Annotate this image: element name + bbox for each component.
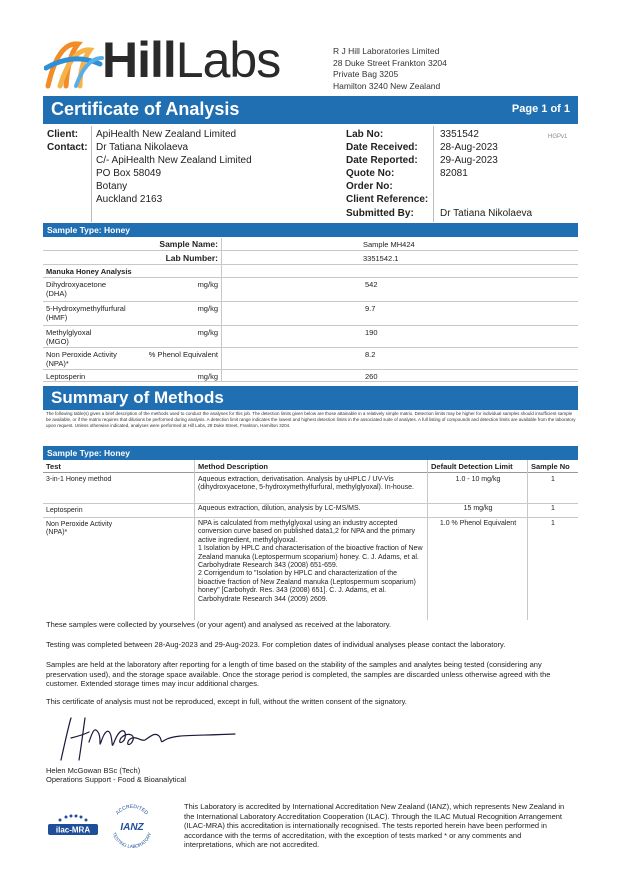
method-detection-limit: 1.0 % Phenol Equivalent: [439, 520, 517, 527]
client-info-block: [43, 122, 578, 222]
signature-image: [55, 712, 245, 764]
result-row: [43, 302, 578, 326]
result-row: [43, 326, 578, 348]
methods-table: [43, 460, 578, 620]
analysis-group-row: [43, 265, 578, 278]
result-row: [43, 278, 578, 302]
quote-no-label: Quote No:: [346, 168, 395, 179]
method-description: NPA is calculated from methylglyoxal using an industry accepted conversion curve based on published data1,2 for NPA and the primary active ingredient, methylglyoxal. 1 Isolation by HPLC and characterisation of the bioactive fraction of New Zealand manuka (Leptospermum scoparium) honey. C. J. Adams, et al. Carbohydrate Research 343 (2008) 651-659. 2 Corrigendum to "Isolation by HPLC and characterization of the bioactive fraction of New Zealand manuka (Leptospermum scoparium) honey" [Carbohydr. Res. 343 (2008) 651]. C. J. Adams, et al. Carbohydrate Research 344 (2009) 2609.: [198, 520, 423, 603]
method-sample-no: 1: [551, 520, 555, 527]
address-line: 28 Duke Street Frankton 3204: [333, 57, 447, 68]
analyte-value: 190: [365, 328, 378, 337]
order-no-label: Order No:: [346, 181, 393, 192]
lab-no-value: 3351542: [440, 129, 479, 140]
svg-text:TESTING LABORATORY: TESTING LABORATORY: [111, 831, 153, 850]
date-reported-value: 29-Aug-2023: [440, 155, 498, 166]
analyte-unit: mg/kg: [197, 328, 218, 337]
address-line: Private Bag 3205: [333, 69, 399, 79]
note-reproduction: This certificate of analysis must not be reproduced, except in full, without the written consent of the signatory.: [46, 697, 407, 706]
analyte-name: Non Peroxide Activity (NPA)*: [46, 350, 117, 368]
divider: [433, 126, 434, 222]
note-sample-retention: Samples are held at the laboratory after reporting for a length of time based on the stability of the samples and analytes being tested (considering any preservation used), and the storage space available. Once the storage period is completed, the samples are discarded unless otherwise agreed with the customer. Extended storage times may incur additional charges.: [46, 660, 551, 688]
methods-sample-type-bar: Sample Type: Honey: [43, 446, 578, 460]
ilac-mra-logo-icon: [46, 814, 100, 842]
svg-text:ACCREDITED: ACCREDITED: [114, 803, 150, 817]
quote-no-value: 82081: [440, 168, 468, 179]
analyte-value: 9.7: [365, 304, 376, 313]
address-line: R J Hill Laboratories Limited: [333, 46, 440, 56]
analyte-unit: % Phenol Equivalent: [148, 350, 218, 359]
divider: [427, 460, 428, 620]
page-title: Certificate of Analysis: [51, 99, 240, 119]
signatory-name: Helen McGowan BSc (Tech): [46, 766, 141, 775]
col-header-method: Method Description: [195, 460, 428, 473]
address-line: Hamilton 3240 New Zealand: [333, 80, 441, 91]
analyte-value: 8.2: [365, 350, 376, 359]
analyte-name: Leptosperin: [46, 372, 86, 381]
methods-title-bar: [43, 386, 578, 410]
analysis-group-label: Manuka Honey Analysis: [46, 267, 132, 276]
sample-name-value: Sample MH424: [363, 240, 415, 249]
date-received-label: Date Received:: [346, 142, 418, 153]
result-row: [43, 370, 578, 382]
contact-name: Dr Tatiana Nikolaeva: [96, 142, 189, 153]
analyte-unit: mg/kg: [197, 280, 218, 289]
client-address-line: C/- ApiHealth New Zealand Limited: [96, 155, 252, 166]
analyte-unit: mg/kg: [197, 372, 218, 381]
method-test-name: Non Peroxide Activity (NPA)*: [46, 521, 113, 537]
analyte-name: Methylglyoxal (MGO): [46, 328, 92, 346]
analyte-name: Dihydroxyacetone (DHA): [46, 280, 107, 298]
logo-wordmark: HillLabs: [102, 32, 281, 88]
client-name: ApiHealth New Zealand Limited: [96, 129, 237, 140]
method-sample-no: 1: [551, 476, 555, 483]
method-test-name: 3-in-1 Honey method: [46, 476, 112, 483]
analyte-value: 260: [365, 372, 378, 381]
svg-text:IANZ: IANZ: [120, 822, 144, 833]
divider: [43, 503, 578, 504]
certificate-title-bar: [43, 96, 578, 122]
method-test-name: Leptosperin: [46, 507, 83, 514]
date-reported-label: Date Reported:: [346, 155, 418, 166]
analyte-name: 5-Hydroxymethylfurfural (HMF): [46, 304, 126, 322]
svg-text:ilac-MRA: ilac-MRA: [55, 825, 91, 835]
result-row: [43, 348, 578, 370]
form-code: HGPv1: [548, 134, 568, 140]
client-address-line: Auckland 2163: [96, 194, 163, 205]
ianz-accredited-badge-icon: [106, 800, 158, 852]
analyte-value: 542: [365, 280, 378, 289]
method-detection-limit: 15 mg/kg: [463, 505, 493, 512]
col-header-sample-no: Sample No: [528, 460, 578, 473]
sample-name-row: [43, 238, 578, 251]
client-label: Client:: [47, 129, 79, 140]
results-sample-type-bar: Sample Type: Honey: [43, 223, 578, 237]
client-address-line: Botany: [96, 181, 128, 192]
submitted-by-label: Submitted By:: [346, 208, 414, 219]
accreditation-statement: This Laboratory is accredited by International Accreditation New Zealand (IANZ), which represents New Zealand in the International Laboratory Accreditation Cooperation (ILAC). Through the ILAC Mutual Recognition Arrangement (ILAC-MRA) this accreditation is internationally recognised. The tests reported herein have been performed in accordance with the terms of accreditation, with the exception of tests marked * or any comments and interpretations, which are not accredited.: [184, 802, 565, 850]
divider: [43, 517, 578, 518]
methods-title: Summary of Methods: [51, 388, 224, 407]
date-received-value: 28-Aug-2023: [440, 142, 498, 153]
lab-number-label: Lab Number:: [165, 253, 218, 263]
signatory-role: Operations Support - Food & Bioanalytical: [46, 775, 187, 784]
analyte-unit: mg/kg: [197, 304, 218, 313]
lab-no-label: Lab No:: [346, 129, 384, 140]
note-testing-dates: Testing was completed between 28-Aug-2023 and 29-Aug-2023. For completion dates of individual analyses please contact the laboratory.: [46, 640, 506, 649]
lab-number-value: 3351542.1: [363, 254, 399, 263]
contact-label: Contact:: [47, 142, 88, 153]
methods-intro-text: The following table(s) gives a brief description of the methods used to conduct the analyses for this job. The detection limits given below are those attainable in a relatively simple matrix. Detection limits may be higher for individual samples should insufficient sample be available, or if the matrix requires that dilutions be performed during analysis. A detection limit range indicates the lowest and highest detection limits in the associated suite of analytes. A full listing of compounds and detection limits are available from the laboratory upon request. Unless otherwise indicated, analyses were performed at Hill Labs, 28 Duke Street, Frankton, Hamilton 3204.: [46, 411, 576, 428]
method-description: Aqueous extraction, dilution, analysis by LC-MS/MS.: [198, 505, 361, 512]
note-collection: These samples were collected by yourselves (or your agent) and analysed as received at the laboratory.: [46, 620, 392, 629]
method-description: Aqueous extraction, derivatisation. Analysis by uHPLC / UV-Vis (dihydroxyacetone, 5-hydroxymethylfurfural, methylglyoxal). In-house.: [198, 476, 414, 492]
client-address-line: PO Box 58049: [96, 168, 162, 179]
lab-address: [333, 46, 447, 92]
submitted-by-value: Dr Tatiana Nikolaeva: [440, 208, 533, 219]
sample-name-label: Sample Name:: [159, 239, 218, 249]
client-reference-label: Client Reference:: [346, 194, 429, 205]
divider: [91, 126, 92, 222]
method-detection-limit: 1.0 - 10 mg/kg: [455, 476, 501, 483]
divider: [221, 238, 222, 382]
page-number: Page 1 of 1: [511, 103, 570, 115]
col-header-test: Test: [43, 460, 195, 473]
lab-number-row: [43, 251, 578, 265]
method-sample-no: 1: [551, 505, 555, 512]
divider: [194, 460, 195, 620]
col-header-detection-limit: Default Detection Limit: [428, 460, 528, 473]
